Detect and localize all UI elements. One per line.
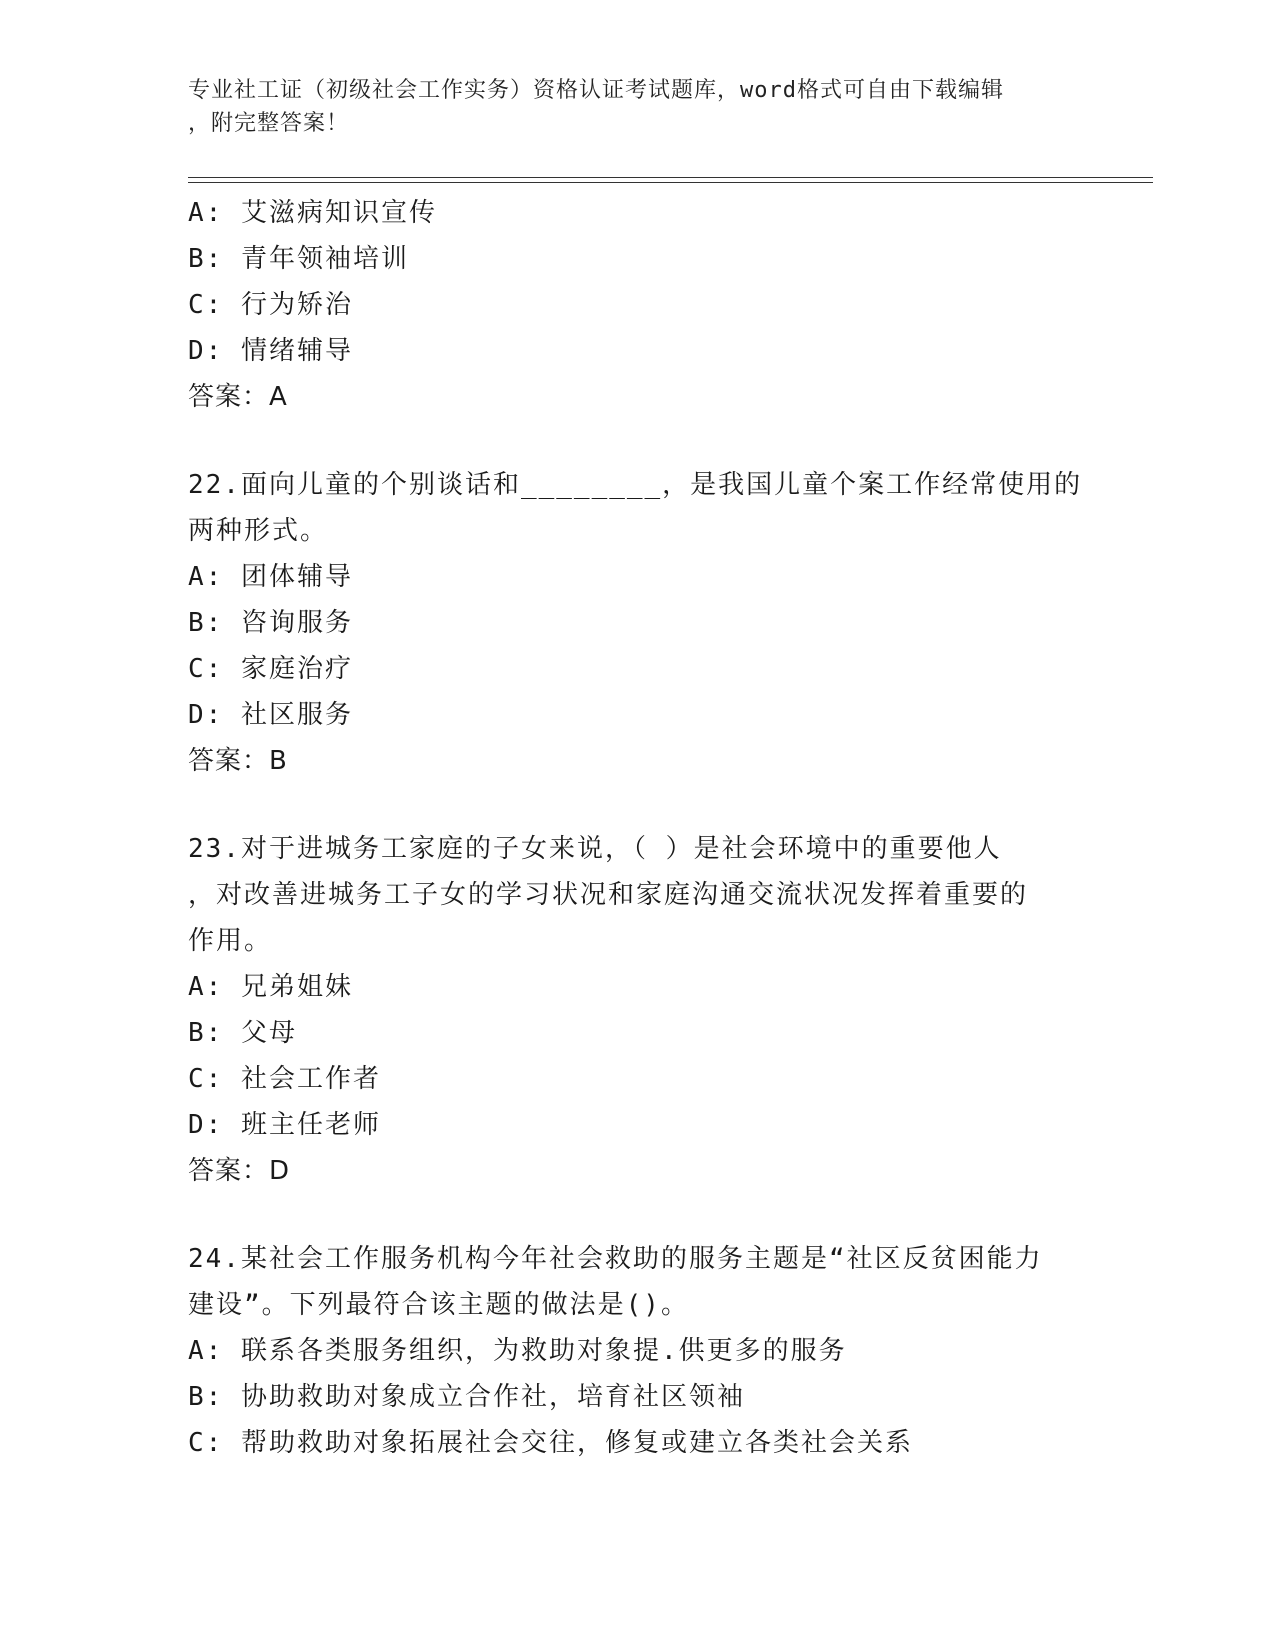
question-text-line-3: 作用。 [188,926,273,956]
header-rule-top [188,177,1153,178]
question-22 [188,462,1083,784]
header-title-line-2: ，附完整答案！ [188,111,350,136]
question-text-line-1: 24.某社会工作服务机构今年社会救助的服务主题是“社区反贫困能力 [188,1244,1043,1274]
option-d: D: 班主任老师 [188,1110,381,1140]
option-d: D: 情绪辅导 [188,336,353,366]
option-a: A: 联系各类服务组织，为救助对象提.供更多的服务 [188,1336,847,1366]
question-text-line-2: 建设”。下列最符合该主题的做法是()。 [188,1290,689,1320]
question-23 [188,826,1078,1194]
answer-line: 答案：D [188,1156,291,1186]
question-21 [188,190,1078,420]
answer-line: 答案：A [188,382,288,412]
option-b: B: 父母 [188,1018,297,1048]
header-title-line-1: 专业社工证（初级社会工作实务）资格认证考试题库，word格式可自由下载编辑 [188,78,1004,103]
header-rule-bottom [188,182,1153,183]
question-24 [188,1236,1078,1466]
option-a: A: 艾滋病知识宣传 [188,198,437,228]
option-c: C: 帮助救助对象拓展社会交往，修复或建立各类社会关系 [188,1428,913,1458]
option-b: B: 咨询服务 [188,608,353,638]
option-c: C: 家庭治疗 [188,654,353,684]
question-text-line-2: 两种形式。 [188,516,329,546]
page-header [188,74,1068,140]
question-text-line-1: 23.对于进城务工家庭的子女来说，（ ）是社会环境中的重要他人 [188,834,1002,864]
option-a: A: 团体辅导 [188,562,353,592]
question-text-line-1: 22.面向儿童的个别谈话和________，是我国儿童个案工作经常使用的 [188,470,1083,500]
option-d: D: 社区服务 [188,700,353,730]
option-a: A: 兄弟姐妹 [188,972,353,1002]
answer-line: 答案：B [188,746,288,776]
document-body [188,190,1083,1466]
question-text-line-2: ，对改善进城务工子女的学习状况和家庭沟通交流状况发挥着重要的 [188,880,1029,910]
option-c: C: 行为矫治 [188,290,353,320]
option-c: C: 社会工作者 [188,1064,381,1094]
option-b: B: 协助救助对象成立合作社，培育社区领袖 [188,1382,745,1412]
option-b: B: 青年领袖培训 [188,244,409,274]
